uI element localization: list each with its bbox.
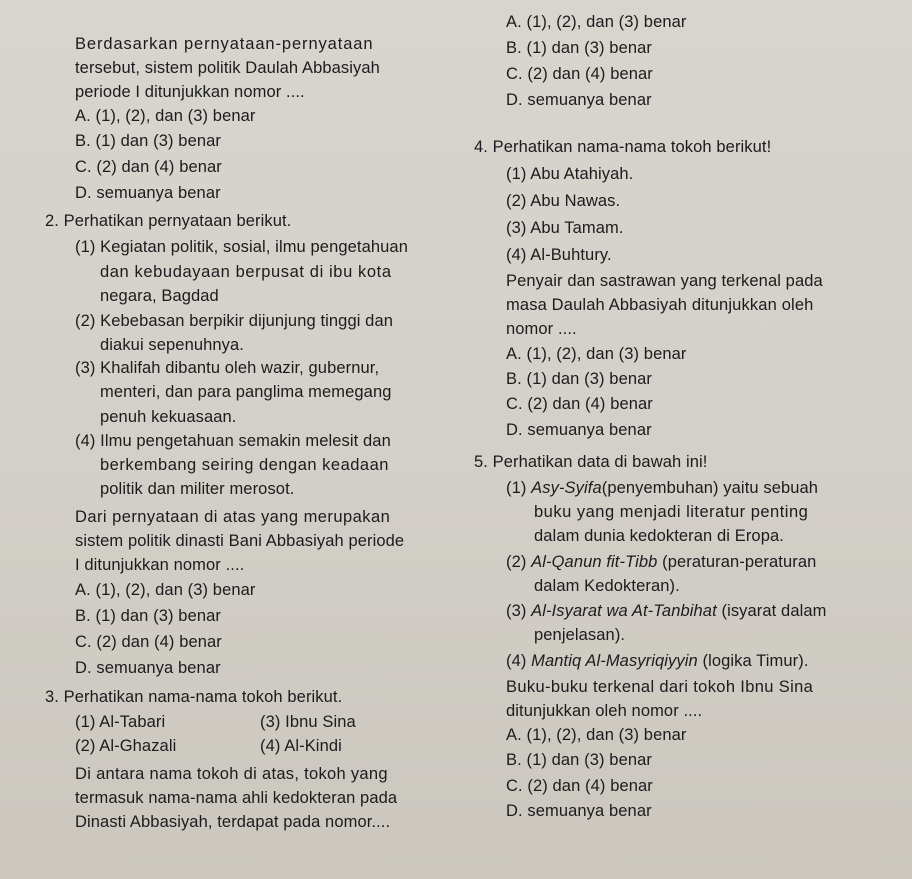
q1-stem-line-3: periode I ditunjukkan nomor ....: [75, 83, 305, 101]
q3-option-d[interactable]: D. semuanya benar: [506, 91, 652, 109]
q2-option-a[interactable]: A. (1), (2), dan (3) benar: [75, 581, 256, 599]
q3-name: (4) Al-Kindi: [260, 737, 342, 755]
q4-name: (3) Abu Tamam.: [506, 219, 624, 237]
q2-option-b[interactable]: B. (1) dan (3) benar: [75, 607, 221, 625]
q5-option-a[interactable]: A. (1), (2), dan (3) benar: [506, 726, 687, 744]
q2-question-line: Dari pernyataan di atas yang merupakan: [75, 508, 391, 526]
q5-item-2-number: (2): [506, 553, 527, 571]
q2-statement-line: menteri, dan para panglima memegang: [100, 383, 392, 401]
q3-question-line: termasuk nama-nama ahli kedokteran pada: [75, 789, 398, 807]
q5-item-3-number: (3): [506, 602, 527, 620]
q1-stem-line-2: tersebut, sistem politik Daulah Abbasiyah: [75, 59, 380, 77]
q5-question-line: Buku-buku terkenal dari tokoh Ibnu Sina: [506, 678, 814, 696]
q5-item-1-desc: (penyembuhan) yaitu sebuah: [601, 479, 819, 497]
q2-question-line: sistem politik dinasti Bani Abbasiyah periode: [75, 532, 405, 550]
q5-item-2-cont: dalam Kedokteran).: [534, 577, 680, 595]
q5-item-2-book: Al-Qanun fit-Tibb: [531, 553, 658, 571]
q5-item-1-cont: buku yang menjadi literatur penting: [534, 503, 809, 521]
q5-item-1: [506, 478, 818, 498]
q5-title: 5. Perhatikan data di bawah ini!: [474, 453, 708, 471]
q2-option-d[interactable]: D. semuanya benar: [75, 659, 221, 677]
q4-question-line: nomor ....: [506, 320, 577, 338]
q4-option-d[interactable]: D. semuanya benar: [506, 421, 652, 439]
q1-stem-line-1: Berdasarkan pernyataan-pernyataan: [75, 35, 374, 53]
q5-item-4: [506, 651, 809, 671]
q5-item-4-desc: (logika Timur).: [702, 652, 809, 670]
q3-option-c[interactable]: C. (2) dan (4) benar: [506, 65, 653, 83]
q3-question-line: Dinasti Abbasiyah, terdapat pada nomor....: [75, 813, 391, 831]
q5-option-c[interactable]: C. (2) dan (4) benar: [506, 777, 653, 795]
q3-question-line: Di antara nama tokoh di atas, tokoh yang: [75, 765, 388, 783]
q2-statement-line: (4) Ilmu pengetahuan semakin melesit dan: [75, 432, 391, 450]
q1-option-d[interactable]: D. semuanya benar: [75, 184, 221, 202]
q5-option-b[interactable]: B. (1) dan (3) benar: [506, 751, 652, 769]
q5-item-1-number: (1): [506, 479, 527, 497]
q2-option-c[interactable]: C. (2) dan (4) benar: [75, 633, 222, 651]
q4-name: (4) Al-Buhtury.: [506, 246, 612, 264]
q4-title: 4. Perhatikan nama-nama tokoh berikut!: [474, 138, 772, 156]
q5-item-2: [506, 552, 816, 572]
q2-statement-line: dan kebudayaan berpusat di ibu kota: [100, 263, 392, 281]
q3-name: (3) Ibnu Sina: [260, 713, 356, 731]
q2-statement-line: diakui sepenuhnya.: [100, 336, 244, 354]
q3-option-a[interactable]: A. (1), (2), dan (3) benar: [506, 13, 687, 31]
q2-statement-line: berkembang seiring dengan keadaan: [100, 456, 389, 474]
q5-item-3-cont: penjelasan).: [534, 626, 626, 644]
q1-option-a[interactable]: A. (1), (2), dan (3) benar: [75, 107, 256, 125]
q4-option-a[interactable]: A. (1), (2), dan (3) benar: [506, 345, 687, 363]
q2-statement-line: (3) Khalifah dibantu oleh wazir, gubernur,: [75, 359, 380, 377]
q2-statement-line: penuh kekuasaan.: [100, 408, 237, 426]
q5-item-3-book: Al-Isyarat wa At-Tanbihat: [531, 602, 717, 620]
q4-name: (1) Abu Atahiyah.: [506, 165, 634, 183]
q5-item-2-desc: (peraturan-peraturan: [662, 553, 817, 571]
q2-statement-line: politik dan militer merosot.: [100, 480, 295, 498]
q4-option-b[interactable]: B. (1) dan (3) benar: [506, 370, 652, 388]
q2-title: 2. Perhatikan pernyataan berikut.: [45, 212, 292, 230]
q2-statement-line: negara, Bagdad: [100, 287, 219, 305]
q4-question-line: Penyair dan sastrawan yang terkenal pada: [506, 272, 823, 290]
q5-item-3-desc: (isyarat dalam: [721, 602, 827, 620]
q2-statement-line: (2) Kebebasan berpikir dijunjung tinggi dan: [75, 312, 394, 330]
q4-name: (2) Abu Nawas.: [506, 192, 621, 210]
q5-question-line: ditunjukkan oleh nomor ....: [506, 702, 703, 720]
q4-question-line: masa Daulah Abbasiyah ditunjukkan oleh: [506, 296, 814, 314]
q4-option-c[interactable]: C. (2) dan (4) benar: [506, 395, 653, 413]
q5-item-1-book: Asy-Syifa: [531, 479, 602, 497]
q3-name: (1) Al-Tabari: [75, 713, 166, 731]
q1-option-c[interactable]: C. (2) dan (4) benar: [75, 158, 222, 176]
q5-option-d[interactable]: D. semuanya benar: [506, 802, 652, 820]
q5-item-4-book: Mantiq Al-Masyriqiyyin: [531, 652, 698, 670]
q5-item-3: [506, 601, 827, 621]
q1-option-b[interactable]: B. (1) dan (3) benar: [75, 132, 221, 150]
q3-option-b[interactable]: B. (1) dan (3) benar: [506, 39, 652, 57]
q3-name: (2) Al-Ghazali: [75, 737, 177, 755]
q3-title: 3. Perhatikan nama-nama tokoh berikut.: [45, 688, 343, 706]
q2-statement-line: (1) Kegiatan politik, sosial, ilmu pengetahuan: [75, 238, 408, 256]
q5-item-4-number: (4): [506, 652, 527, 670]
q2-question-line: I ditunjukkan nomor ....: [75, 556, 245, 574]
q5-item-1-cont: dalam dunia kedokteran di Eropa.: [534, 527, 784, 545]
